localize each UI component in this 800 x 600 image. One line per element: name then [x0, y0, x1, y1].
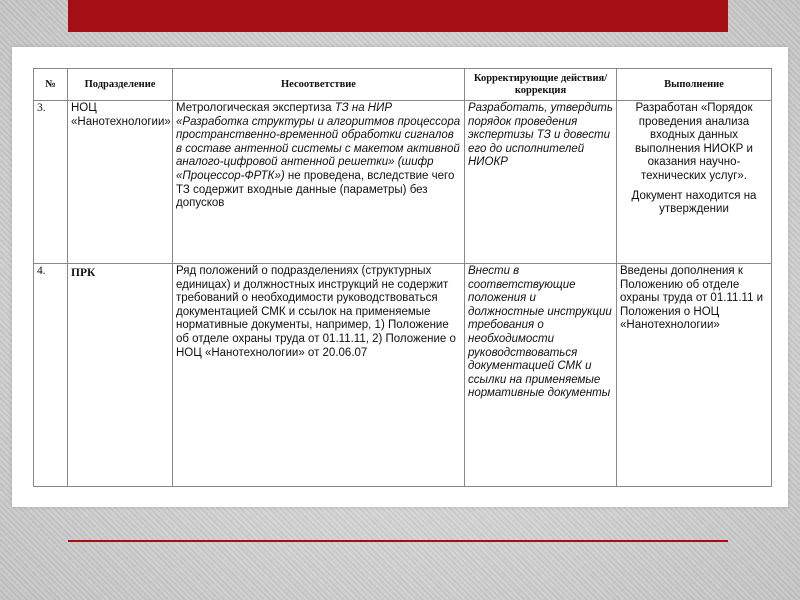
- nonconformity-table: [33, 68, 772, 487]
- header-unit: Подразделение: [68, 69, 173, 101]
- header-result: Выполнение: [617, 69, 772, 101]
- footer-line: [68, 540, 728, 542]
- table-row: [34, 264, 772, 487]
- row-result: Введены дополнения к Положению об отделе охраны труда от 01.11.11 и Положения о НОЦ «Нанотехнологии»: [617, 264, 772, 487]
- row-number: 3.: [34, 101, 68, 264]
- table-header-row: [34, 69, 772, 101]
- result-status: Документ находится на утверждении: [631, 189, 757, 216]
- row-action: Внести в соответствующие положения и должностные инструкции требования о необходимости руководствоваться документацией СМК и ссылки на применяемые нормативные документы: [465, 264, 617, 487]
- row-issue: [173, 101, 465, 264]
- row-unit: ПРК: [68, 264, 173, 487]
- slide: [12, 47, 788, 507]
- header-action: Корректирующие действия/коррекция: [465, 69, 617, 101]
- row-issue: Ряд положений о подразделениях (структурных единицах) и должностных инструкций не содержит требований о необходимости руководствоваться документацией СМК и ссылок на применяемые нормативные документы, например, 1) Положение об отделе охраны труда от 01.11.11, 2) Положение о НОЦ «Нанотехнологии» от 20.06.07: [173, 264, 465, 487]
- issue-text-plain: Метрологическая экспертиза: [176, 102, 335, 114]
- table-row: [34, 101, 772, 264]
- row-unit: НОЦ «Нанотехнологии»: [68, 101, 173, 264]
- header-issue: Несоответствие: [173, 69, 465, 101]
- row-action: Разработать, утвердить порядок проведения экспертизы ТЗ и довести его до исполнителей НИОКР: [465, 101, 617, 264]
- top-banner: [68, 0, 728, 32]
- row-result: [617, 101, 772, 264]
- issue-text-plain-end: не проведена, вследствие чего ТЗ содержит входные данные (параметры) без допусков: [176, 169, 455, 210]
- header-number: №: [34, 69, 68, 101]
- row-number: 4.: [34, 264, 68, 487]
- result-paragraph: Разработан «Порядок проведения анализа входных данных выполнения НИОКР и оказания научно-технических услуг».: [635, 102, 753, 182]
- issue-text-italic: ТЗ на НИР «Разработка структуры и алгоритмов процессора пространственно-временной обработки сигналов в составе антенной системы с макетом активной аналого-цифровой антенной решетки» (шифр «Процессор-ФРТК»): [176, 102, 461, 182]
